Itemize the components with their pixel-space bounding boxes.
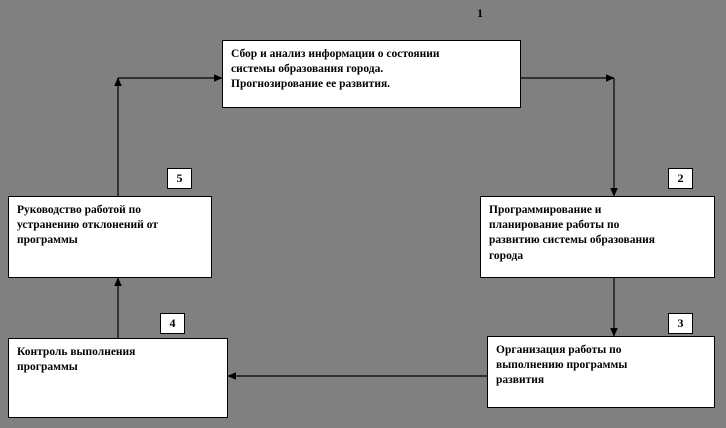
node-1-line-3: Прогнозирование ее развития. bbox=[231, 78, 391, 91]
node-3 bbox=[487, 336, 715, 408]
number-label-1: 1 bbox=[477, 6, 483, 20]
node-5-line-1: Руководство работой по bbox=[17, 204, 142, 216]
node-2-line-4: города bbox=[489, 249, 524, 262]
node-3-line-1: Организация работы по bbox=[496, 344, 622, 356]
node-5-line-3: программы bbox=[17, 234, 78, 247]
node-2-line-1: Программирование и bbox=[489, 204, 602, 216]
node-5 bbox=[8, 196, 212, 278]
node-1-line-1: Сбор и анализ информации о состоянии bbox=[231, 48, 440, 60]
node-1 bbox=[222, 40, 521, 108]
number-box-4: 4 bbox=[160, 313, 185, 334]
node-4-line-2: программы bbox=[17, 361, 78, 374]
node-2-line-3: развитию системы образования bbox=[489, 234, 655, 247]
number-box-3: 3 bbox=[668, 313, 693, 334]
node-1-line-2: системы образования города. bbox=[231, 63, 384, 76]
node-4 bbox=[8, 338, 228, 418]
node-5-line-2: устранению отклонений от bbox=[17, 219, 158, 232]
number-box-5: 5 bbox=[167, 168, 192, 189]
node-3-line-2: выполнению программы bbox=[496, 359, 628, 372]
node-3-line-3: развития bbox=[496, 374, 545, 387]
node-2 bbox=[480, 196, 715, 278]
node-4-line-1: Контроль выполнения bbox=[17, 346, 136, 358]
number-box-2: 2 bbox=[668, 168, 693, 189]
node-2-line-2: планирование работы по bbox=[489, 219, 620, 232]
